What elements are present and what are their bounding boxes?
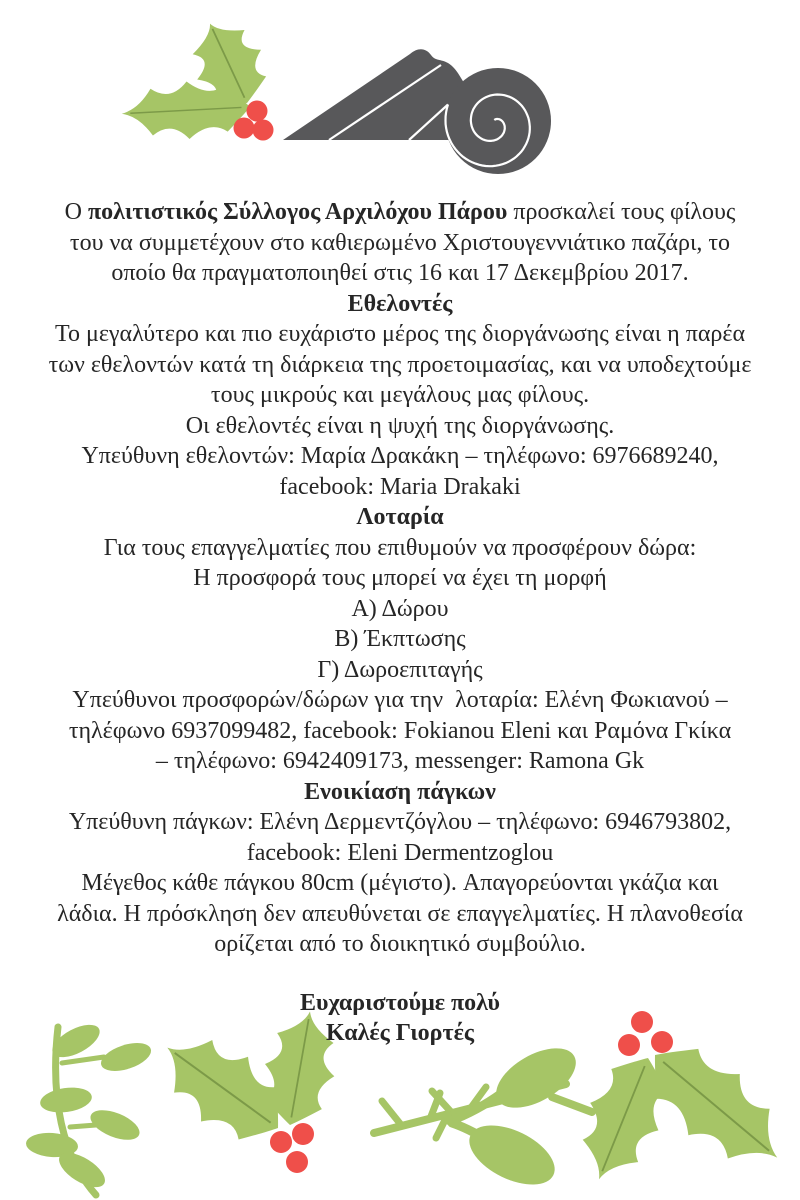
intro-line-1 (0, 197, 800, 228)
lottery-heading: Λοταρία (356, 504, 444, 530)
holly-sprig-top-left (120, 9, 279, 143)
bench-contact: Υπεύθυνη πάγκων: Ελένη Δερμεντζόγλου – τηλέφωνο: 6946793802, (68, 809, 732, 835)
logo-triangle (283, 49, 472, 140)
intro-prefix: Ο (64, 199, 88, 225)
volunteers-contact: Υπεύθυνη εθελοντών: Μαρία Δρακάκη – τηλέφωνο: 6976689240, (81, 443, 719, 469)
volunteers-facebook: facebook: Maria Drakaki (279, 473, 521, 500)
lottery-option-b: Β) Έκπτωσης (334, 626, 466, 652)
berry-icon (270, 1131, 292, 1153)
bench-rental-heading: Ενοικίαση πάγκων (304, 778, 496, 805)
closing-block (0, 988, 800, 1049)
branch-stalk (62, 1057, 104, 1063)
lottery-option-a: Α) Δώρου (351, 595, 449, 622)
oval-leaf-icon (86, 1104, 143, 1146)
flyer-text (0, 197, 800, 1049)
twig-spur (552, 1097, 592, 1112)
header-decoration (0, 0, 800, 190)
bench-rules: ορίζεται από το διοικητικό συμβούλιο. (214, 931, 586, 957)
berry-icon (247, 101, 268, 122)
volunteers-line: Οι εθελοντές είναι η ψυχή της διοργάνωσης. (185, 412, 615, 439)
intro-suffix: προσκαλεί τους φίλους (507, 199, 736, 225)
lottery-contact: τηλέφωνο 6937099482, facebook: Fokianou Eleni και Ραμόνα Γκίκα (68, 717, 732, 744)
closing-wishes: Καλές Γιορτές (326, 1020, 474, 1046)
mistletoe-leaf-icon (460, 1113, 564, 1196)
berry-icon (253, 120, 274, 141)
bench-rules: λάδια. Η πρόσκληση δεν απευθύνεται σε επαγγελματίες. Η πλανοθεσία (57, 900, 743, 927)
bench-rules: Μέγεθος κάθε πάγκου 80cm (μέγιστο). Απαγορεύονται γκάζια και (81, 870, 719, 896)
branch-stalk (70, 1125, 96, 1127)
intro-line-3: οποίο θα πραγματοποιηθεί στις 16 και 17 Δεκεμβρίου 2017. (111, 260, 689, 286)
lottery-line: Η προσφορά τους μπορεί να έχει τη μορφή (193, 565, 607, 591)
twig-spur (382, 1101, 402, 1126)
wave-spiral-logo (283, 49, 551, 174)
oval-leaf-icon (39, 1084, 94, 1115)
lottery-option-c: Γ) Δωροεπιταγής (317, 656, 483, 683)
berry-icon (234, 118, 255, 139)
closing-thanks: Ευχαριστούμε πολύ (299, 989, 501, 1016)
berry-icon (292, 1123, 314, 1145)
berry-icon (286, 1151, 308, 1173)
logo-scroll (445, 68, 551, 174)
volunteers-line: Το μεγαλύτερο και πιο ευχάριστο μέρος της διοργάνωσης είναι η παρέα (54, 321, 746, 347)
lottery-contact: Υπεύθυνοι προσφορών/δώρων για την λοταρία: Ελένη Φωκιανού – (72, 687, 728, 713)
bench-facebook: facebook: Eleni Dermentzoglou (246, 839, 554, 866)
twig-with-mistletoe (374, 1036, 592, 1197)
lottery-contact: – τηλέφωνο: 6942409173, messenger: Ramona Gk (155, 748, 645, 774)
volunteers-heading: Εθελοντές (347, 290, 453, 317)
lottery-line: Για τους επαγγελματίες που επιθυμούν να προσφέρουν δώρα: (103, 534, 697, 561)
volunteers-line: των εθελοντών κατά τη διάρκεια της προετοιμασίας, και να υποδεχτούμε (48, 351, 752, 378)
volunteers-line: τους μικρούς και μεγάλους μας φίλους. (210, 382, 590, 408)
intro-line-2: του να συμμετέχουν στο καθιερωμένο Χριστουγεννιάτικο παζάρι, το (69, 229, 731, 256)
organization-name: πολιτιστικός Σύλλογος Αρχιλόχου Πάρου (87, 199, 508, 225)
